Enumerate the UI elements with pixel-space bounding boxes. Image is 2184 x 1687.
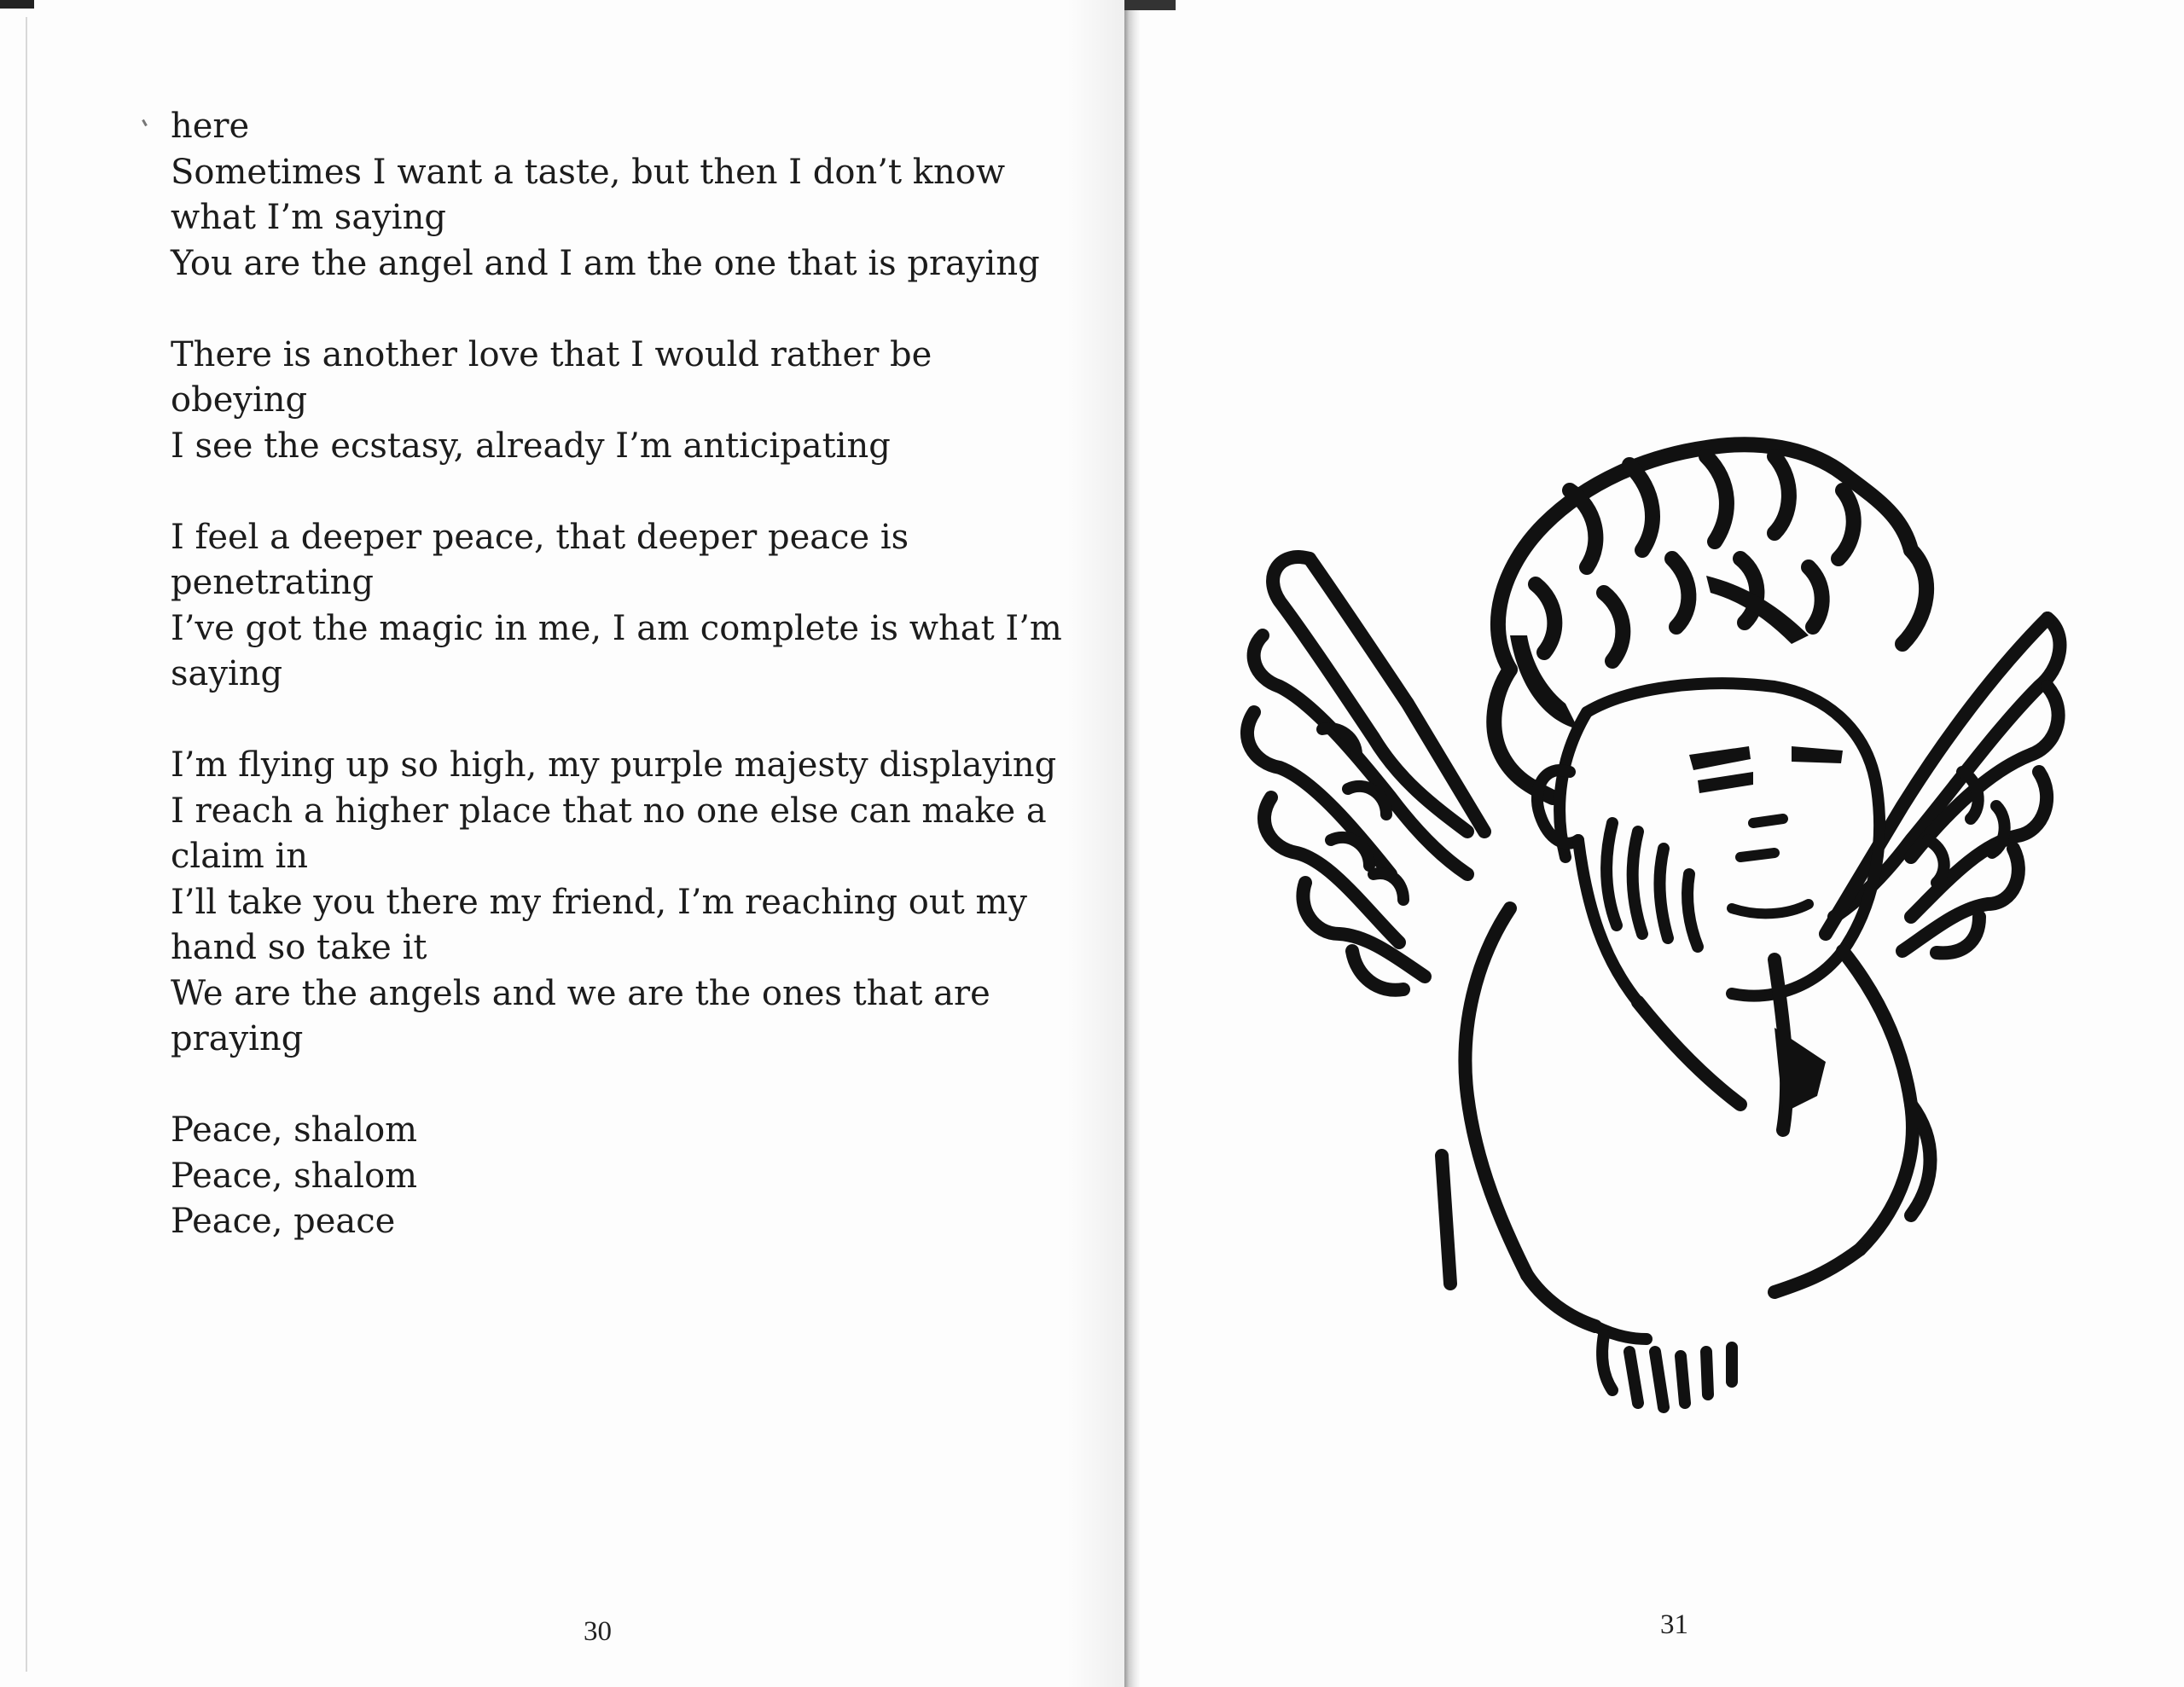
- cherub-angel-illustration: [1228, 431, 2082, 1420]
- poem-line: You are the angel and I am the one that is praying: [171, 243, 1040, 283]
- poem-line: We are the angels and we are the ones that are: [171, 973, 990, 1013]
- lower-hand: [1595, 1326, 1732, 1407]
- poem-text: [171, 104, 1066, 1245]
- poem-line: Peace, shalom: [171, 1156, 418, 1196]
- poem-line: I’ll take you there my friend, I’m reaching out my: [171, 882, 1027, 922]
- left-wing: [1247, 557, 1484, 990]
- book-gutter: [1124, 0, 1140, 1687]
- poem-line: claim in: [171, 837, 309, 876]
- gutter-shadow: [1066, 0, 1124, 1687]
- poem-line: praying: [171, 1019, 304, 1058]
- poem-line: I see the ecstasy, already I’m anticipating: [171, 426, 891, 466]
- poem-line: here: [171, 107, 250, 146]
- page-number-right: 31: [1660, 1609, 1688, 1640]
- nose-mouth: [1732, 819, 1809, 913]
- poem-line: hand so take it: [171, 928, 427, 967]
- face: [1537, 683, 1879, 995]
- poem-line: what I’m saying: [171, 198, 446, 237]
- eyes: [1689, 746, 1843, 793]
- poem-line: [171, 469, 1066, 515]
- poem-line: Sometimes I want a taste, but then I don’t know: [171, 152, 1006, 192]
- poem-line: I feel a deeper peace, that deeper peace is: [171, 517, 909, 557]
- body: [1442, 908, 1931, 1326]
- poem-line: Peace, shalom: [171, 1110, 418, 1150]
- poem-line: There is another love that I would rather be: [171, 334, 932, 374]
- poem-line: penetrating: [171, 563, 374, 602]
- poem-line: Peace, peace: [171, 1202, 396, 1241]
- poem-line: saying: [171, 654, 283, 693]
- poem-line: [171, 1063, 1066, 1109]
- poem-line: I reach a higher place that no one else can make a: [171, 791, 1047, 831]
- poem-line: obeying: [171, 380, 308, 420]
- poem-line: I’ve got the magic in me, I am complete is what I’m: [171, 608, 1062, 648]
- hand-at-chin: [1578, 823, 1698, 1002]
- poem-line: [171, 287, 1066, 333]
- poem-line: I’m flying up so high, my purple majesty displaying: [171, 745, 1057, 785]
- arm-shadow: [1774, 1028, 1826, 1113]
- scan-mark: [142, 119, 148, 126]
- poem-line: [171, 698, 1066, 744]
- page-number-left: 30: [584, 1616, 612, 1647]
